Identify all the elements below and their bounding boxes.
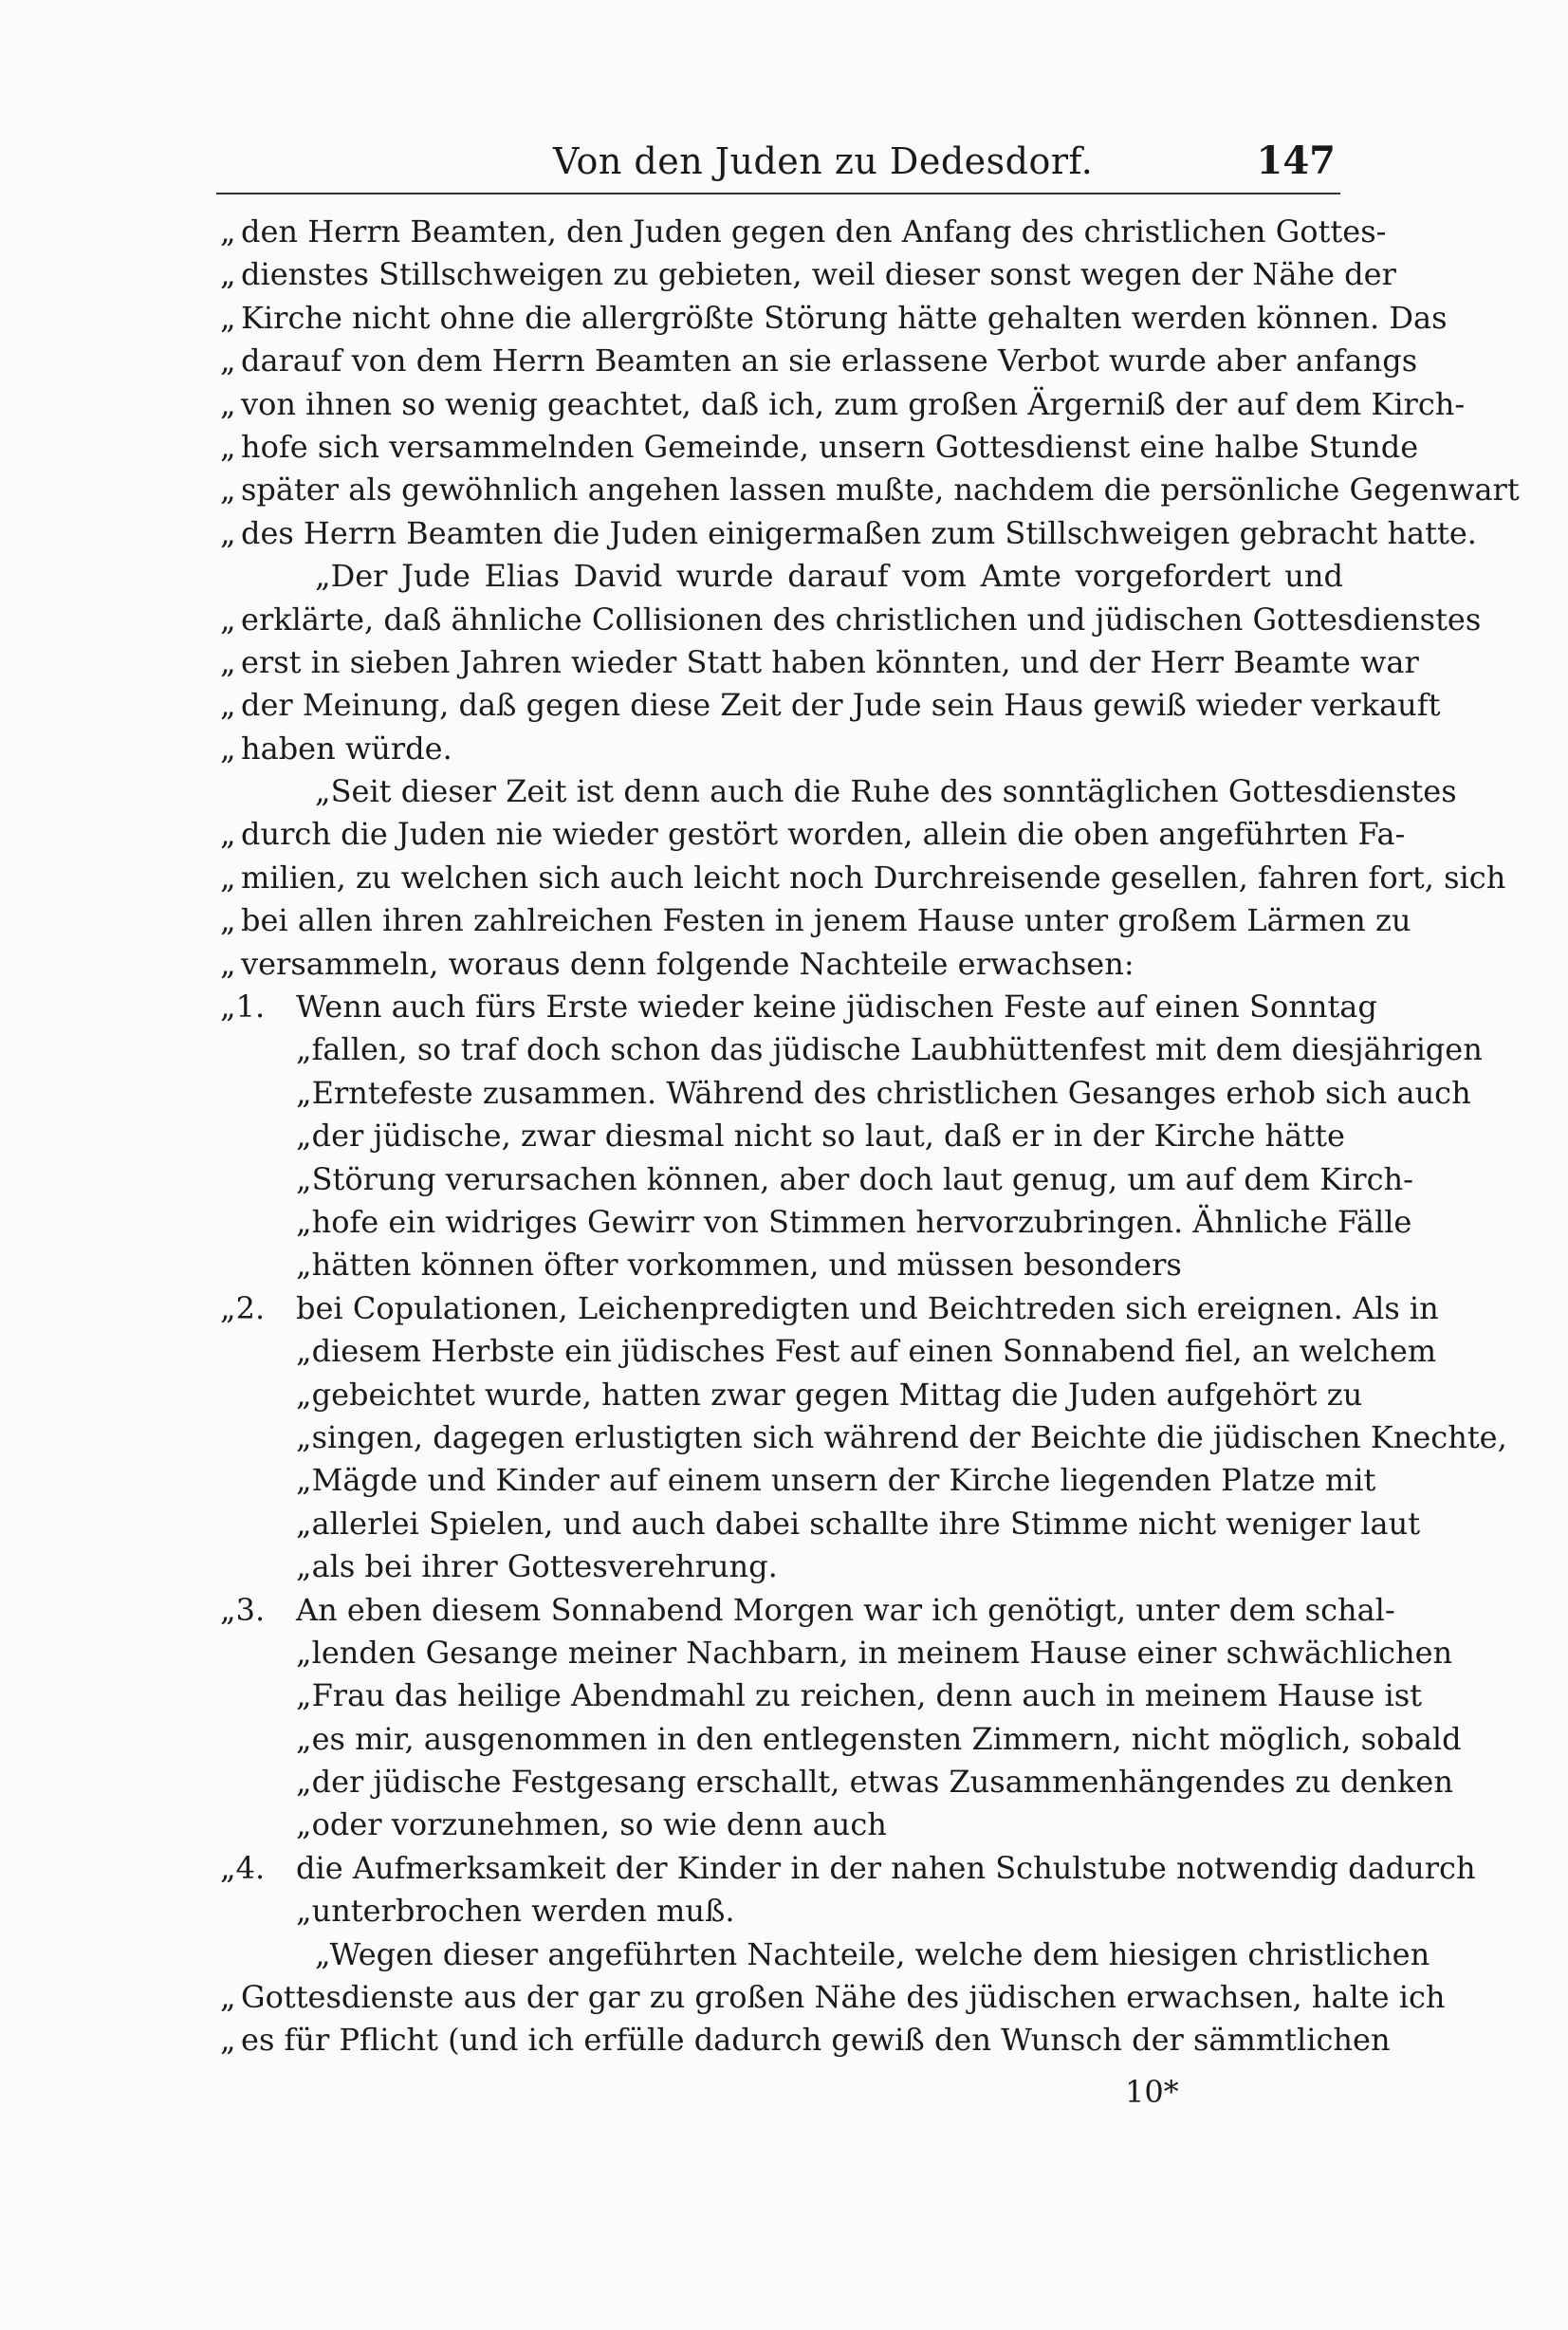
text-line	[220, 1072, 1471, 1115]
line-text: „der jüdische Festgesang erschallt, etwas Zusammenhängendes zu denken	[296, 1764, 1453, 1801]
text-line	[220, 512, 1477, 555]
text-line	[220, 1761, 1453, 1803]
line-text: Wenn auch fürs Erste wieder keine jüdischen Feste auf einen Sonntag	[296, 989, 1377, 1026]
quote-mark: „	[220, 859, 236, 896]
line-text: später als gewöhnlich angehen lassen mußte, nachdem die persönliche Gegenwart	[241, 472, 1520, 509]
line-text: „fallen, so traf doch schon das jüdische Laubhüttenfest mit dem diesjährigen	[296, 1031, 1483, 1068]
line-text: „allerlei Spielen, und auch dabei schallte ihre Stimme nicht weniger laut	[296, 1505, 1421, 1542]
text-line	[220, 469, 1520, 511]
quote-mark: „1.	[220, 989, 266, 1026]
page-number: 147	[1256, 139, 1336, 183]
line-text: „Der Jude Elias David wurde darauf vom Amte vorgefordert und	[315, 558, 1343, 595]
quote-mark: „3.	[220, 1591, 266, 1628]
text-line	[220, 1028, 1483, 1071]
quote-mark: „	[220, 730, 236, 767]
quote-mark: „	[220, 601, 236, 638]
text-line	[220, 1330, 1437, 1373]
text-line	[220, 383, 1466, 426]
line-text: durch die Juden nie wieder gestört worden, allein die oben angeführten Fa-	[241, 816, 1406, 853]
text-line	[220, 899, 1411, 942]
text-line	[220, 1976, 1446, 2019]
line-text: „Seit dieser Zeit ist denn auch die Ruhe des sonntäglichen Gottesdienstes	[315, 773, 1457, 810]
text-line	[220, 728, 1343, 770]
line-text: erst in sieben Jahren wieder Statt haben könnten, und der Herr Beamte war	[241, 643, 1419, 680]
line-text: der Meinung, daß gegen diese Zeit der Jude sein Haus gewiß wieder verkauft	[241, 687, 1441, 724]
text-line	[220, 1803, 1343, 1846]
page-body	[220, 211, 1520, 2062]
text-line	[220, 1589, 1395, 1632]
quote-mark: „	[220, 428, 236, 465]
quote-mark: „	[220, 643, 236, 680]
line-text: versammeln, woraus denn folgende Nachteile erwachsen:	[241, 945, 1134, 982]
text-line	[220, 340, 1418, 382]
quote-mark: „	[220, 514, 236, 551]
line-text: „der jüdische, zwar diesmal nicht so laut, daß er in der Kirche hätte	[296, 1118, 1345, 1155]
text-line	[220, 1890, 1343, 1932]
text-line	[220, 599, 1482, 641]
line-text: „hätten können öfter vorkommen, und müssen besonders	[296, 1247, 1182, 1284]
quote-mark: „	[220, 687, 236, 724]
text-line	[220, 2019, 1391, 2062]
text-line	[220, 1374, 1363, 1416]
text-line	[220, 1545, 1343, 1588]
header-rule	[216, 193, 1340, 194]
line-text: darauf von dem Herrn Beamten an sie erlassene Verbot wurde aber anfangs	[241, 342, 1418, 379]
text-line	[220, 641, 1419, 684]
line-text: die Aufmerksamkeit der Kinder in der nahen Schulstube notwendig dadurch	[296, 1849, 1476, 1886]
signature-mark: 10*	[1125, 2074, 1179, 2110]
text-line	[220, 1158, 1413, 1201]
line-text: „diesem Herbste ein jüdisches Fest auf einen Sonnabend fiel, an welchem	[296, 1333, 1437, 1370]
text-line	[220, 1459, 1376, 1502]
line-text: es für Pflicht (und ich erfülle dadurch gewiß den Wunsch der sämmtlichen	[241, 2022, 1391, 2059]
text-line	[220, 1847, 1476, 1890]
text-line	[220, 857, 1506, 899]
quote-mark: „2.	[220, 1289, 266, 1326]
line-text: des Herrn Beamten die Juden einigermaßen zum Stillschweigen gebracht hatte.	[241, 514, 1477, 551]
page-header	[216, 133, 1345, 199]
line-text: An eben diesem Sonnabend Morgen war ich genötigt, unter dem schal-	[296, 1591, 1395, 1628]
line-text: „Erntefeste zusammen. Während des christlichen Gesanges erhob sich auch	[296, 1074, 1471, 1111]
text-line	[220, 1115, 1343, 1157]
text-line	[220, 426, 1419, 469]
line-text: „lenden Gesange meiner Nachbarn, in meinem Hause einer schwächlichen	[296, 1634, 1453, 1671]
text-line	[220, 1244, 1343, 1286]
text-line	[220, 1674, 1422, 1717]
quote-mark: „	[220, 816, 236, 853]
line-text: „gebeichtet wurde, hatten zwar gegen Mittag die Juden aufgehört zu	[296, 1376, 1363, 1413]
text-line	[220, 555, 1343, 598]
quote-mark: „	[220, 2022, 236, 2059]
quote-mark: „	[220, 213, 236, 250]
quote-mark: „	[220, 902, 236, 939]
quote-mark: „	[220, 1979, 236, 2016]
line-text: den Herrn Beamten, den Juden gegen den Anfang des christlichen Gottes-	[241, 213, 1387, 250]
line-text: milien, zu welchen sich auch leicht noch Durchreisende gesellen, fahren fort, sich	[241, 859, 1506, 896]
line-text: „hofe ein widriges Gewirr von Stimmen hervorzubringen. Ähnliche Fälle	[296, 1203, 1412, 1240]
quote-mark: „4.	[220, 1849, 266, 1886]
line-text: „Frau das heilige Abendmahl zu reichen, denn auch in meinem Hause ist	[296, 1677, 1422, 1714]
line-text: dienstes Stillschweigen zu gebieten, weil dieser sonst wegen der Nähe der	[241, 256, 1396, 293]
text-line	[220, 770, 1457, 813]
line-text: von ihnen so wenig geachtet, daß ich, zum großen Ärgerniß der auf dem Kirch-	[241, 385, 1466, 422]
text-line	[220, 1933, 1430, 1976]
text-line	[220, 986, 1377, 1028]
line-text: bei Copulationen, Leichenpredigten und Beichtreden sich ereignen. Als in	[296, 1289, 1439, 1326]
text-line	[220, 1503, 1421, 1545]
quote-mark: „	[220, 256, 236, 293]
line-text: erklärte, daß ähnliche Collisionen des christlichen und jüdischen Gottesdienstes	[241, 601, 1482, 638]
running-title: Von den Juden zu Dedesdorf.	[553, 140, 1094, 182]
line-text: bei allen ihren zahlreichen Festen in jenem Hause unter großem Lärmen zu	[241, 902, 1411, 939]
line-text: Gottesdienste aus der gar zu großen Nähe des jüdischen erwachsen, halte ich	[241, 1979, 1446, 2016]
line-text: „Wegen dieser angeführten Nachteile, welche dem hiesigen christlichen	[315, 1935, 1430, 1972]
line-text: „als bei ihrer Gottesverehrung.	[296, 1548, 778, 1585]
line-text: hofe sich versammelnden Gemeinde, unsern Gottesdienst eine halbe Stunde	[241, 428, 1419, 465]
text-line	[220, 1201, 1412, 1244]
quote-mark: „	[220, 945, 236, 982]
line-text: „unterbrochen werden muß.	[296, 1893, 735, 1930]
text-line	[220, 1632, 1453, 1674]
text-line	[220, 813, 1406, 856]
line-text: „es mir, ausgenommen in den entlegensten Zimmern, nicht möglich, sobald	[296, 1720, 1462, 1757]
text-line	[220, 297, 1448, 340]
text-line	[220, 211, 1387, 253]
line-text: „Mägde und Kinder auf einem unsern der Kirche liegenden Platze mit	[296, 1462, 1376, 1499]
line-text: „Störung verursachen können, aber doch laut genug, um auf dem Kirch-	[296, 1160, 1413, 1197]
text-line	[220, 1287, 1439, 1330]
text-line	[220, 684, 1441, 727]
quote-mark: „	[220, 385, 236, 422]
line-text: Kirche nicht ohne die allergrößte Störung hätte gehalten werden können. Das	[241, 299, 1448, 336]
quote-mark: „	[220, 472, 236, 509]
line-text: „oder vorzunehmen, so wie denn auch	[296, 1806, 887, 1843]
line-text: „singen, dagegen erlustigten sich während der Beichte die jüdischen Knechte,	[296, 1418, 1507, 1455]
text-line	[220, 253, 1396, 296]
text-line	[220, 1416, 1507, 1459]
text-line	[220, 943, 1343, 986]
quote-mark: „	[220, 299, 236, 336]
quote-mark: „	[220, 342, 236, 379]
text-line	[220, 1718, 1462, 1761]
line-text: haben würde.	[241, 730, 452, 767]
